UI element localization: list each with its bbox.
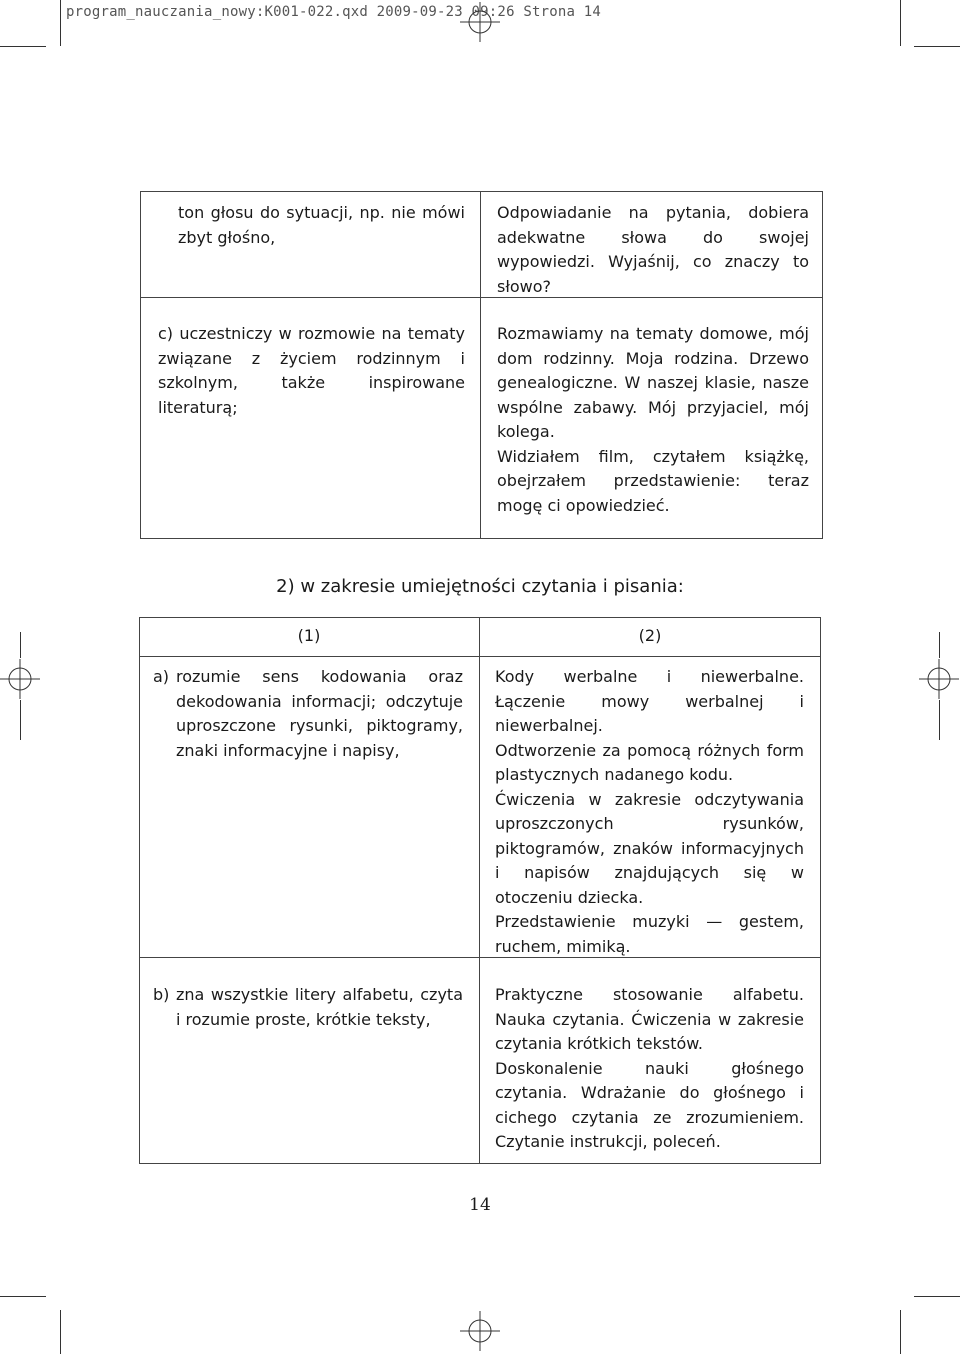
- registration-mark-right: [919, 659, 959, 699]
- table-1-row-1-left: ton głosu do sytuacji, np. nie mówi zbyt głośno,: [178, 203, 465, 247]
- table-1-row-1-right: Odpowiadanie na pytania, dobiera adekwatne słowa do swojej wypowiedzi. Wyjaśnij, co znaczy to słowo?: [497, 203, 809, 296]
- table-1-row-2-right-para-1: Rozmawiamy na tematy domowe, mój dom rodzinny. Moja rodzina. Drzewo genealogiczne. W naszej klasie, nasze wspólne zabawy. Mój przyjaciel, mój kolega.: [497, 324, 809, 441]
- page-number: 14: [469, 1195, 491, 1215]
- table-2-row-b-right: [495, 983, 804, 1155]
- table-1-row-2-right-para-2: Widziałem film, czytałem książkę, obejrzałem przedstawienie: teraz mogę ci opowiedzieć.: [497, 446, 809, 515]
- file-slug: program_nauczania_nowy:K001-022.qxd 2009-09-23 09:26 Strona 14: [66, 4, 601, 20]
- table-2-row-b-label: b): [153, 985, 170, 1004]
- table-2-col-1-header: (1): [297, 626, 321, 645]
- table-2-row-a-right-para-4: Przedstawienie muzyki — gestem, ruchem, mimiką.: [495, 912, 804, 956]
- table-2-row-a-right-para-1: Kody werbalne i niewerbalne. Łączenie mowy werbalnej i niewerbalnej.: [495, 667, 804, 735]
- table-2-row-b-left: zna wszystkie litery alfabetu, czyta i rozumie proste, krótkie teksty,: [176, 985, 463, 1029]
- registration-mark-top: [460, 2, 500, 42]
- table-2-row-a-left: rozumie sens kodowania oraz dekodowania informacji; odczytuje uproszczone rysunki, piktogramy, znaki informacyjne i napisy,: [176, 667, 463, 760]
- table-2-row-a-right: [495, 665, 804, 959]
- table-2-row-a-label: a): [153, 667, 170, 686]
- table-1-row-2-right: [497, 322, 809, 518]
- registration-mark-bottom: [460, 1311, 500, 1351]
- registration-mark-left: [0, 659, 40, 699]
- table-2-row-a-right-para-2: Odtworzenie za pomocą różnych form plastycznych nadanego kodu.: [495, 740, 804, 784]
- table-2-col-2-header: (2): [638, 626, 662, 645]
- table-2-row-b-right-para-2: Doskonalenie nauki głośnego czytania. Wdrażanie do głośnego i cichego czytania ze zrozumieniem. Czytanie instrukcji, poleceń.: [495, 1058, 804, 1151]
- table-2-row-b-right-para-1: Praktyczne stosowanie alfabetu. Nauka czytania. Ćwiczenia w zakresie czytania krótkich tekstów.: [495, 985, 804, 1053]
- table-1-row-2-left: c) uczestniczy w rozmowie na tematy związane z życiem rodzinnym i szkolnym, także inspirowane literaturą;: [158, 324, 465, 417]
- table-2-row-a-right-para-3: Ćwiczenia w zakresie odczytywania uproszczonych rysunków, piktogramów, znaków informacyjnych i napisów znajdujących się w otoczeniu dziecka.: [495, 789, 804, 907]
- section-heading: 2) w zakresie umiejętności czytania i pisania:: [276, 576, 684, 597]
